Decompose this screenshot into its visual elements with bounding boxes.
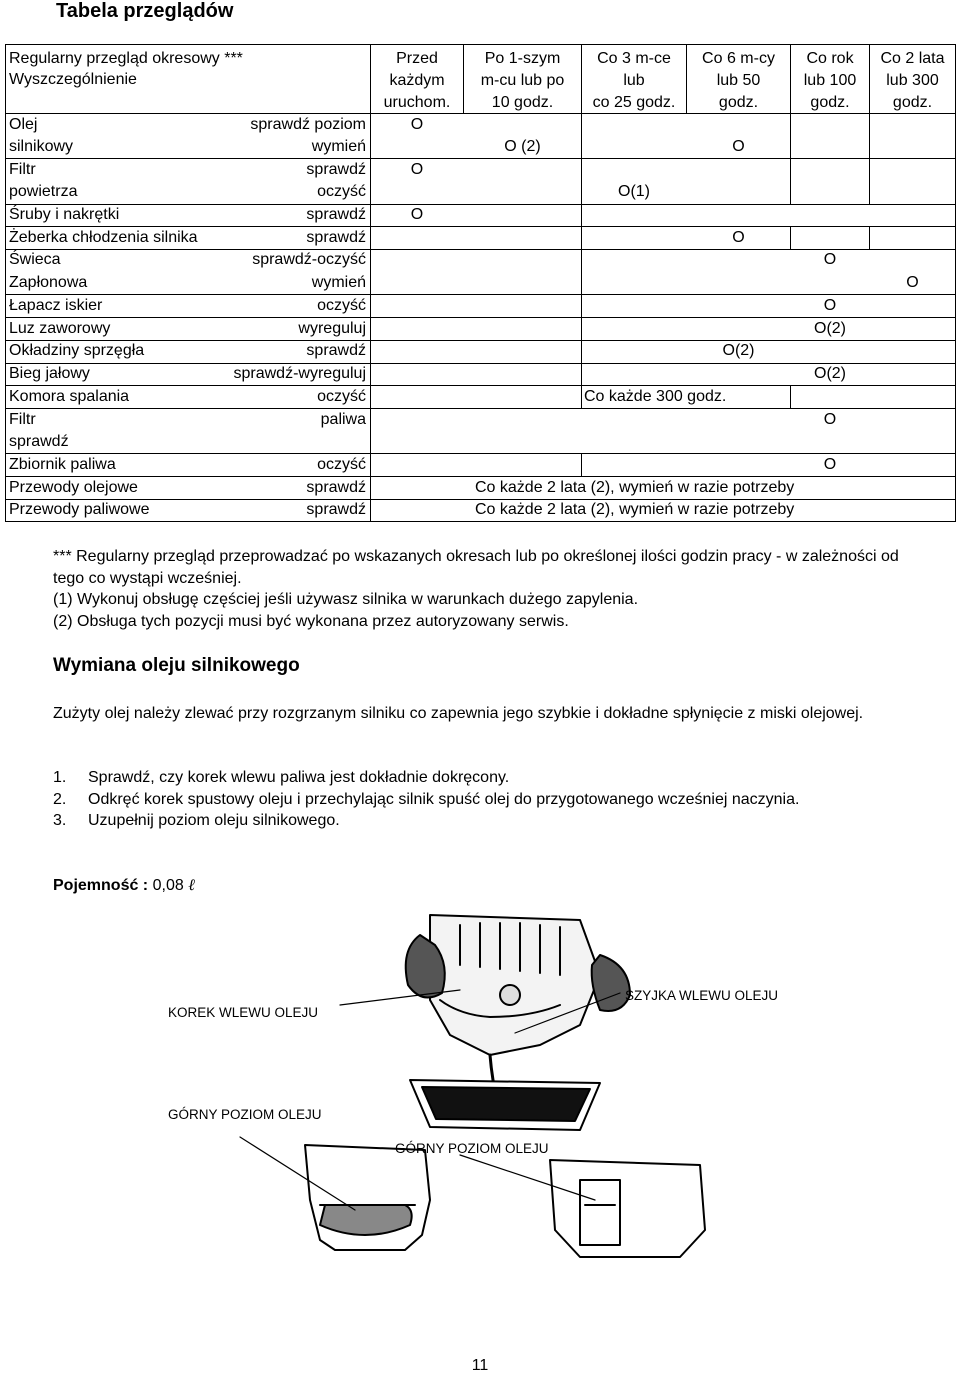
row-oil-lines-action: sprawdź — [306, 479, 366, 496]
row-spark-plug-name-2: Zapłonowa — [9, 274, 88, 291]
row-oil-mark-before: O — [410, 116, 424, 133]
row-oil-lines-name: Przewody olejowe — [9, 479, 138, 496]
row-bolts-name: Śruby i nakrętki — [9, 206, 120, 223]
row-cooling-fins-mark-6m: O — [732, 229, 745, 246]
row-spark-plug-action-1: sprawdź-oczyść — [252, 251, 366, 268]
label-upper-oil-level-1: GÓRNY POZIOM OLEJU — [168, 1107, 322, 1122]
row-spark-plug-name-1: Świeca — [9, 251, 61, 268]
row-oil-name-1: Olej — [9, 116, 38, 133]
label-oil-filler-neck: SZYJKA WLEWU OLEJU — [625, 988, 779, 1003]
row-fuel-tank-action: oczyść — [317, 456, 366, 473]
row-fuel-filter-name-1: Filtr — [9, 411, 36, 428]
row-air-filter-action-2: oczyść — [317, 183, 366, 200]
row-spark-plug-mark-2y: O — [906, 274, 919, 291]
oil-capacity — [53, 875, 195, 895]
row-fuel-lines-note: Co każde 2 lata (2), wymień w razie potrzeby — [475, 501, 795, 518]
row-fuel-lines-name: Przewody paliwowe — [9, 501, 150, 518]
row-spark-plug-action-2: wymień — [311, 274, 366, 291]
row-bolts-action: sprawdź — [306, 206, 366, 223]
row-oil-name-2: silnikowy — [9, 138, 74, 155]
label-oil-filler-cap: KOREK WLEWU OLEJU — [168, 1005, 319, 1020]
engine-drawing — [340, 915, 630, 1130]
row-oil-action-2: wymień — [311, 138, 366, 155]
footnote-2: (2) Obsługa tych pozycji musi być wykonana przez autoryzowany serwis. — [53, 612, 569, 630]
row-air-filter-action-1: sprawdź — [306, 161, 366, 178]
row-air-filter-mark-before: O — [410, 161, 424, 178]
header-periodic-review: Regularny przegląd okresowy *** — [9, 50, 243, 67]
row-clutch-linings-action: sprawdź — [306, 342, 366, 359]
row-oil-lines-note: Co każde 2 lata (2), wymień w razie potrzeby — [475, 479, 795, 496]
row-fuel-lines-action: sprawdź — [306, 501, 366, 518]
header-col-3-months: Co 3 m-ce lub co 25 godz. — [592, 50, 676, 111]
row-valve-clearance-name: Luz zaworowy — [9, 320, 111, 337]
row-spark-arrestor-name: Łapacz iskier — [9, 297, 103, 314]
header-col-first-month: Po 1-szym m-cu lub po 10 godz. — [480, 50, 565, 111]
row-fuel-filter-mark-yearly: O — [823, 411, 837, 428]
step-item: 1. Sprawdź, czy korek wlewu paliwa jest dokładnie dokręcony. — [53, 769, 510, 786]
row-oil-mark-6m: O — [732, 138, 745, 155]
oil-capacity-value: 0,08 — [152, 877, 184, 894]
header-col-2-years: Co 2 lata lub 300 godz. — [880, 50, 945, 111]
oil-change-steps — [53, 767, 908, 832]
oil-tank-section-right — [460, 1155, 705, 1257]
footnote-periodic: *** Regularny przegląd przeprowadzać po wskazanych okresach lub po określonej ilości godzin pracy - w zależności od tego co wystąpi wcześniej. — [53, 548, 899, 587]
step-item: 2. Odkręć korek spustowy oleju i przechylając silnik spuść olej do przygotowanego wcześniej naczynia. — [53, 790, 800, 808]
header-col-before-start: Przed każdym uruchom. — [383, 50, 451, 111]
row-idle-name: Bieg jałowy — [9, 365, 90, 382]
row-clutch-linings-name: Okładziny sprzęgła — [9, 342, 145, 359]
row-spark-arrestor-mark-yearly: O — [823, 297, 837, 314]
header-specification: Wyszczególnienie — [9, 71, 137, 88]
row-spark-plug-mark-yearly: O — [823, 251, 837, 268]
oil-change-illustration — [160, 905, 840, 1265]
row-spark-arrestor-action: oczyść — [317, 297, 366, 314]
row-fuel-tank-mark-yearly: O — [823, 456, 837, 473]
page-title: Tabela przeglądów — [56, 0, 234, 22]
row-oil-action-1: sprawdź poziom — [250, 116, 366, 133]
footnote-1: (1) Wykonuj obsługę częściej jeśli używasz silnika w warunkach dużego zapylenia. — [53, 591, 639, 608]
maintenance-table — [5, 44, 956, 522]
label-upper-oil-level-2: GÓRNY POZIOM OLEJU — [395, 1141, 549, 1156]
row-cooling-fins-action: sprawdź — [306, 229, 366, 246]
row-clutch-linings-mark-6m: O(2) — [722, 342, 755, 359]
row-combustion-chamber-note: Co każde 300 godz. — [584, 388, 727, 405]
oil-change-intro: Zużyty olej należy zlewać przy rozgrzanym silniku co zapewnia jego szybkie i dokładne spłynięcie z miski olejowej. — [53, 705, 864, 722]
row-oil-mark-first: O (2) — [504, 138, 541, 155]
row-valve-clearance-action: wyreguluj — [298, 320, 366, 337]
section-title-oil-change: Wymiana oleju silnikowego — [53, 655, 300, 676]
oil-capacity-label: Pojemność : — [53, 877, 149, 894]
row-air-filter-mark-3m: O(1) — [618, 183, 650, 200]
row-idle-mark-yearly: O(2) — [814, 365, 846, 382]
row-air-filter-name-1: Filtr — [9, 161, 36, 178]
step-item: 3. Uzupełnij poziom oleju silnikowego. — [53, 812, 340, 829]
page-number: 11 — [471, 1357, 489, 1374]
row-air-filter-name-2: powietrza — [9, 183, 78, 200]
row-idle-action: sprawdź-wyreguluj — [233, 365, 366, 382]
header-col-yearly: Co rok lub 100 godz. — [803, 50, 857, 111]
row-fuel-tank-name: Zbiornik paliwa — [9, 456, 116, 473]
oil-capacity-unit: ℓ — [188, 875, 195, 894]
header-col-6-months: Co 6 m-cy lub 50 godz. — [702, 50, 775, 111]
row-bolts-mark-before: O — [410, 206, 424, 223]
row-fuel-filter-name-2: sprawdź — [9, 433, 69, 450]
row-valve-clearance-mark-yearly: O(2) — [814, 320, 846, 337]
footnotes — [53, 546, 913, 632]
row-combustion-chamber-action: oczyść — [317, 388, 366, 405]
row-fuel-filter-action: paliwa — [320, 411, 366, 428]
row-combustion-chamber-name: Komora spalania — [9, 388, 130, 405]
row-cooling-fins-name: Żeberka chłodzenia silnika — [9, 229, 198, 246]
